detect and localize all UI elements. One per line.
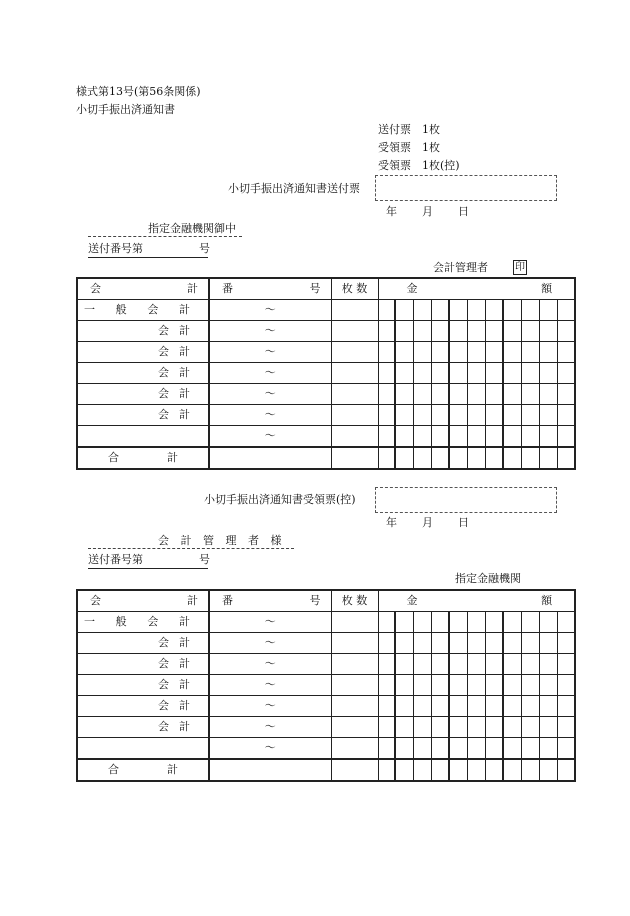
table-row: 会 計 ～	[77, 342, 575, 363]
slip1-addressee-line	[88, 236, 242, 237]
table-row: 会 計 ～	[77, 633, 575, 654]
table-row: 会 計 ～	[77, 405, 575, 426]
seal-icon: 印	[515, 262, 525, 273]
table-row: 会 計 ～	[77, 717, 575, 738]
form-title: 小切手振出済通知書	[76, 103, 175, 116]
slip2-date-month: 月	[422, 516, 433, 529]
slip2-date-day: 日	[458, 516, 469, 529]
slip1-date-year: 年	[386, 205, 397, 218]
slip2-send-no-line	[88, 568, 208, 569]
checks-table-1	[76, 277, 576, 470]
table-row: 一 般 会 計 ～	[77, 612, 575, 633]
slip1-date-day: 日	[458, 205, 469, 218]
slip1-stamp-box	[375, 175, 557, 201]
table-row: 会 計 ～	[77, 675, 575, 696]
slip2-addressee-line	[88, 548, 294, 549]
table-row: 会 計 ～	[77, 696, 575, 717]
copy-row-1: 送付票 1枚	[378, 123, 440, 136]
table-row: ～	[77, 738, 575, 760]
form-number: 様式第13号(第56条関係)	[76, 85, 201, 98]
slip2-issuer: 指定金融機関	[455, 572, 521, 585]
copy-row-2: 受領票 1枚	[378, 141, 440, 154]
table-row: 会 計 ～	[77, 363, 575, 384]
slip1-signer: 会計管理者	[433, 261, 488, 274]
slip1-caption: 小切手振出済通知書送付票	[228, 182, 360, 195]
slip2-send-no: 送付番号第 号	[88, 553, 210, 566]
table-row: 一 般 会 計 ～	[77, 300, 575, 321]
checks-table-2	[76, 589, 576, 782]
table-total-row: 合 計	[77, 447, 575, 469]
table-row: 会 計 ～	[77, 384, 575, 405]
table-header: 会 計 番 号 枚 数 金 額	[77, 278, 575, 300]
copy-row-3: 受領票 1枚(控)	[378, 159, 460, 172]
slip2-stamp-box	[375, 487, 557, 513]
slip1-addressee: 指定金融機関御中	[148, 222, 236, 235]
slip2-addressee: 会 計 管 理 者 様	[158, 534, 286, 547]
table-row: 会 計 ～	[77, 654, 575, 675]
slip2-caption: 小切手振出済通知書受領票(控)	[204, 493, 356, 506]
slip2-date-year: 年	[386, 516, 397, 529]
slip1-send-no: 送付番号第 号	[88, 242, 210, 255]
table-row: 会 計 ～	[77, 321, 575, 342]
slip1-date-month: 月	[422, 205, 433, 218]
table-total-row: 合 計	[77, 759, 575, 781]
table-row: ～	[77, 426, 575, 448]
table-header: 会 計 番 号 枚 数 金 額	[77, 590, 575, 612]
slip1-send-no-line	[88, 257, 208, 258]
